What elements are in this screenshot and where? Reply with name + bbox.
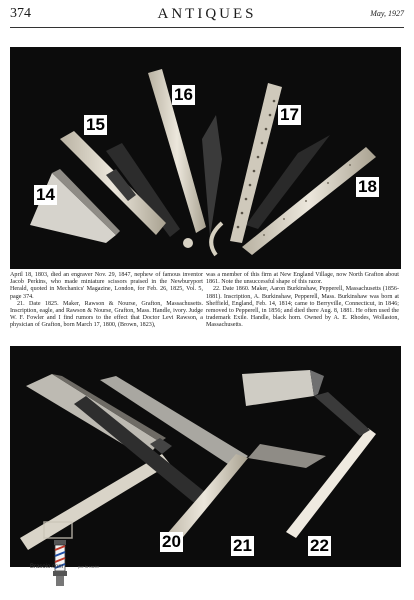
razor-22-handle	[286, 428, 376, 538]
figure-label-22: 22	[310, 536, 329, 555]
razor-fan-illustration	[10, 47, 401, 269]
watermark-site-name: Brasoio.com	[30, 564, 64, 570]
figure-label-14: 14	[36, 185, 55, 204]
brasoio-watermark	[24, 518, 106, 593]
caption-paragraph: 21. Date 1825. Maker, Rawson & Nourse, Grafton, Massachusetts. Inscription, eagle, and Rawson & Nourse, Grafton, Mass. Handle, ivory. Judge W. F. Fowler and I find rumors to the effect that Doctor Levi Rawson, a physician of Grafton, born March 17, 1800, (Brown, 1823),	[10, 300, 203, 329]
figure-label-17: 17	[280, 105, 299, 124]
caption-paragraph: April 18, 1803, died an engraver Nov. 29, 1847, nephew of famous inventor Jacob Perkins, who made miniature scissors praised in the Newburyport Herald, quoted in Mechanics' Magazine, London, for Feb. 26, 1825, Vol. 5, page 374.	[10, 272, 203, 300]
watermark-tagline: por la razón	[78, 564, 100, 569]
caption-left-column	[10, 272, 203, 330]
caption-paragraph: 22. Date 1860. Maker, Aaron Burkinshaw, Pepperell, Massachusetts (1856-1881). Inscription, A. Burkinshaw, Pepperell, Mass. Burkinshaw was born at Sheffield, England, Feb. 14, 1814; came to Berryville, Connecticut, in 1846; removed to Pepperell, in 1856; and died there Aug. 8, 1881. He often used the trademark Exile. Handle, black horn. Owned by A. E. Rhodes, Wollaston, Massachusetts.	[206, 286, 399, 329]
razor-21-blade	[248, 444, 326, 468]
header-rule	[10, 27, 404, 28]
figure-label-21: 21	[233, 536, 252, 555]
caption-paragraph: was a member of this firm at New England Village, now North Grafton about 1861. Note the unsuccessful shape of this razor.	[206, 272, 399, 286]
figure-label-16: 16	[174, 85, 193, 104]
barber-pole-icon	[24, 518, 106, 593]
razor-22-blade	[242, 370, 314, 406]
magazine-title: ANTIQUES	[157, 6, 257, 22]
figure-label-15: 15	[86, 115, 105, 134]
razor-photo-top	[10, 47, 401, 269]
issue-date: May, 1927	[370, 9, 404, 18]
caption-right-column	[206, 272, 399, 330]
figure-label-18: 18	[358, 177, 377, 196]
page-header	[10, 6, 404, 26]
figure-label-20: 20	[162, 532, 181, 551]
page-number: 374	[10, 6, 31, 21]
